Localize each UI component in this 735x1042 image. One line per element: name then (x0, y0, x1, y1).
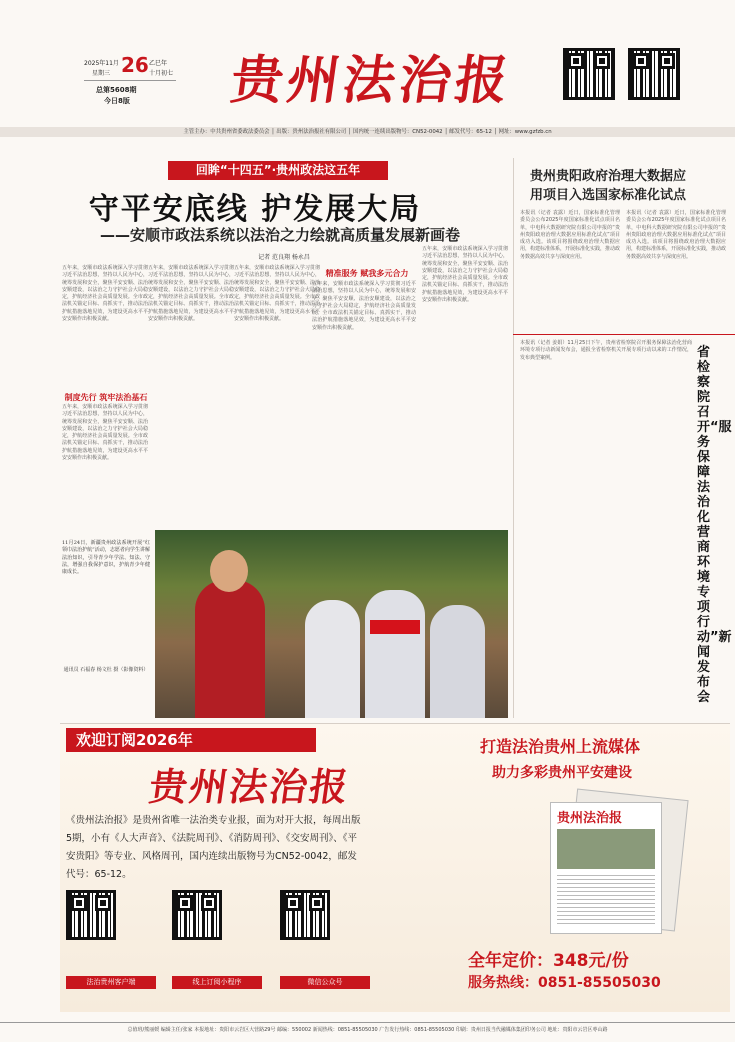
newspaper-title: 贵州法治报 (227, 50, 516, 111)
qr-code-mini-program[interactable] (172, 890, 222, 940)
masthead-qr-code-1[interactable] (563, 48, 615, 100)
photo-red-scarf (370, 620, 420, 634)
photo-figure-child-2 (365, 590, 425, 718)
ad-hotline: 服务热线：0851-85505030 (468, 975, 661, 991)
main-subhead: ——安顺市政法系统以法治之力绘就高质量发展新画卷 (99, 226, 460, 244)
photo-figure-volunteer (195, 580, 265, 718)
news-photo (155, 530, 508, 718)
date-rule (84, 80, 176, 81)
ad-slogan-2: 助力多彩贵州平安建设 (492, 765, 632, 781)
date-line-1: 2025年11月 (84, 60, 119, 67)
masthead-qr-code-2[interactable] (628, 48, 680, 100)
lunar-line-2: 十月初七 (149, 70, 174, 77)
qr-code-app[interactable] (66, 890, 116, 940)
newspaper-front-text (557, 875, 655, 925)
qr-code-wechat[interactable] (280, 890, 330, 940)
right-mid-rule (513, 334, 735, 335)
body-column-3: 五年来，安顺市政法系统深入学习贯彻习近平法治思想，坚持以人民为中心，统筹发展和安全，聚焦平安安顺、法治安顺建设，以法治之力守护社会大局稳定，护航经济社会高质量发展。全市政法机关锚定目标、真抓实干，推动法治护航措施落地见效，为建设更高水平平安安顺作出积极贡献。 (234, 265, 320, 323)
page-footer: 总值班/熊丽媛 编辑主任/张家 本报地址：贵阳市云岩区大营路29号 邮编：550002 新闻热线：0851-85505030 广告发行热线：0851-85505030 印刷：贵州日报当代融媒体集团印务公司 地址：贵阳市云岩区枣山路 (0, 1022, 735, 1037)
qr-label-app: 法治贵州客户端 (66, 976, 156, 989)
subscription-ad (60, 723, 730, 1012)
byline: 记者 范良翔 杨永昌 (258, 254, 310, 261)
body-column-1b: 五年来，安顺市政法系统深入学习贯彻习近平法治思想，坚持以人民为中心，统筹发展和安全，聚焦平安安顺、法治安顺建设，以法治之力守护社会大局稳定，护航经济社会高质量发展。全市政法机关锚定目标、真抓实干，推动法治护航措施落地见效，为建设更高水平平安安顺作出积极贡献。 (62, 404, 148, 462)
newspaper-front-masthead: 贵州法治报 (557, 811, 623, 826)
page-count: 今日8版 (104, 97, 130, 105)
right-mid-body-1: 本报讯（记者 姜娟）11月25日下午，贵州省检察院召开服务保障法治化营商环境专项行动新闻发布会，通报全省检察机关开展专项行动以来的工作情况，发布典型案例。 (520, 340, 692, 361)
body-column-1: 五年来，安顺市政法系统深入学习贯彻习近平法治思想，坚持以人民为中心，统筹发展和安全，聚焦平安安顺、法治安顺建设，以法治之力守护社会大局稳定，护航经济社会高质量发展。全市政法机关锚定目标、真抓实干，推动法治护航措施落地见效，为建设更高水平平安安顺作出积极贡献。 (62, 265, 148, 323)
right-mid-headline: 省检察院召开“服务保障法治化营商环境专项行动”新闻发布会 (697, 345, 732, 705)
ad-price: 全年定价：348元/份 (468, 951, 629, 971)
qr-label-mini-program: 线上订阅小程序 (172, 976, 262, 989)
qr-label-wechat: 微信公众号 (280, 976, 370, 989)
photo-figure-child-3 (430, 605, 485, 718)
body-column-5: 五年来，安顺市政法系统深入学习贯彻习近平法治思想，坚持以人民为中心，统筹发展和安全，聚焦平安安顺、法治安顺建设，以法治之力守护社会大局稳定，护航经济社会高质量发展。全市政法机关锚定目标、真抓实干，推动法治护航措施落地见效，为建设更高水平平安安顺作出积极贡献。 (422, 246, 508, 304)
newspaper-front-page (550, 802, 662, 934)
body-column-2: 五年来，安顺市政法系统深入学习贯彻习近平法治思想，坚持以人民为中心，统筹发展和安全，聚焦平安安顺、法治安顺建设，以法治之力守护社会大局稳定，护航经济社会高质量发展。全市政法机关锚定目标、真抓实干，推动法治护航措施落地见效，为建设更高水平平安安顺作出积极贡献。 (148, 265, 234, 323)
main-headline: 守平安底线 护发展大局 (88, 192, 422, 227)
right-top-rule (513, 158, 514, 718)
issue-number: 总第5608期 (96, 86, 137, 94)
ad-slogan-1: 打造法治贵州上流媒体 (480, 737, 641, 756)
right-top-headline-2: 用项目入选国家标准化试点 (530, 188, 687, 203)
right-top-headline-1: 贵州贵阳政府治理大数据应 (530, 169, 687, 184)
lunar-line-1: 乙巳年 (149, 60, 168, 67)
newspaper-front-photo (557, 829, 655, 869)
photo-credit: 通讯员 石福春 杨文杜 摄（影像资料） (63, 667, 149, 673)
photo-figure-child-1 (305, 600, 360, 718)
ad-welcome-banner: 欢迎订阅2026年 (66, 728, 316, 752)
series-kicker: 回眸“十四五”·贵州政法这五年 (168, 161, 388, 180)
right-top-body-2: 本报讯（记者 袁露）近日，国家标准化管理委员会公布2025年度国家标准化试点项目名单，中电科大数据研究院有限公司申报的“贵州贵阳政府治理大数据应用标准化试点”项目成功入选。该项目将围绕政府治理大数据应用，构建标准体系，开展标准化实践，推动政务数据高效共享与深度应用。 (626, 210, 727, 260)
date-line-2: 星期三 (92, 70, 111, 77)
body-column-4: 五年来，安顺市政法系统深入学习贯彻习近平法治思想，坚持以人民为中心，统筹发展和安全，聚焦平安安顺、法治安顺建设，以法治之力守护社会大局稳定，护航经济社会高质量发展。全市政法机关锚定目标、真抓实干，推动法治护航措施落地见效，为建设更高水平平安安顺作出积极贡献。 (312, 281, 416, 331)
masthead (0, 0, 735, 135)
ad-paper-name: 贵州法治报 (146, 764, 353, 809)
photo-figure-head (210, 550, 248, 592)
newspaper-stack-image (540, 794, 690, 934)
day-number: 26 (121, 53, 149, 77)
photo-caption: 11月24日，新疆贵州政法系统开展“红领巾法治护航”活动，志愿者向学生讲解法治知识，引导青少年学法、知法、守法，增强自我保护意识，护航青少年健康成长。 (62, 540, 150, 576)
section-heading-1: 制度先行 筑牢法治基石 (64, 393, 148, 402)
masthead-info-bar: 主管主办：中共贵州省委政法委员会 │ 出版：贵州法治报社有限公司 │ 国内统一连续出版物号：CN52-0042 │ 邮发代号：65-12 │ 网址：www.gzfzb.cn (0, 127, 735, 137)
right-top-body-1: 本报讯（记者 袁露）近日，国家标准化管理委员会公布2025年度国家标准化试点项目名单，中电科大数据研究院有限公司申报的“贵州贵阳政府治理大数据应用标准化试点”项目成功入选。该项目将围绕政府治理大数据应用，构建标准体系，开展标准化实践，推动政务数据高效共享与深度应用。 (520, 210, 621, 260)
section-heading-2: 精准服务 赋我多元合力 (325, 269, 409, 278)
ad-description: 《贵州法治报》是贵州省唯一法治类专业报，面为对开大报，每周出版5期，小有《人大声音》、《法院周刊》、《消防周刊》、《交安周刊》、《平安贵阳》等专业、风格周刊，国内连续出版物号为CN52-0042，邮发代号：65-12。 (66, 815, 361, 880)
